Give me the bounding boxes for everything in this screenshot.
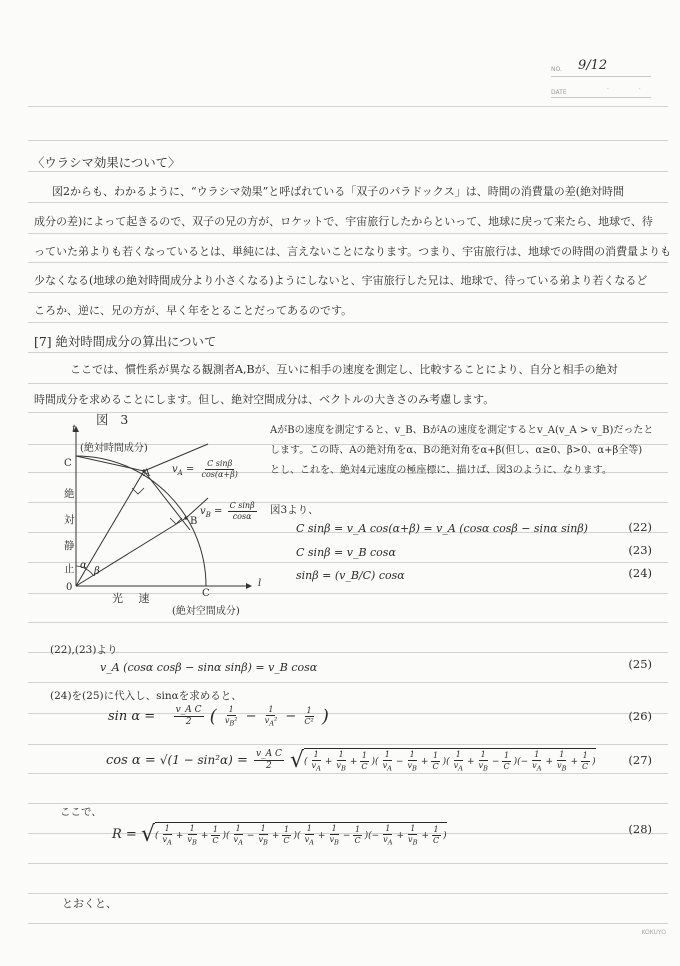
eq26-paren: )	[321, 706, 329, 728]
vertical-label-char: 絶	[64, 488, 75, 500]
va-figure-label: $v_A$ = $\frac{\text{C sinβ}}{\cos(\alpha+\beta)}$	[172, 459, 238, 479]
eq26-term: $\frac{1}{\text{C²}}$	[304, 706, 314, 727]
x-axis-arrow	[246, 583, 252, 589]
point-b-label: B	[190, 516, 198, 527]
origin-label: 0	[66, 582, 73, 593]
side-text-line: とし、これを、絶対4元速度の極座標に、描けば、図3のように、なります。	[270, 465, 612, 476]
x-axis-light-speed: 光 速	[112, 592, 156, 605]
eq27-radicand: ( $\frac{1}{v_A}$ + $\frac{1}{v_B}$ + $\frac{1}{C}$ )( $\frac{1}{v_A}$ − $\frac{1}{v_B}$ + $\frac{1}{C}$ )( $\frac{1}{v_A}$ + $\frac{1}{v_B}$ − $\frac{1}{C}$ )(− $\frac{1}{v_A}$ + $\frac{1}{v_B}$ + $\frac{1}{C}$ )	[304, 750, 596, 773]
eq26-term: $\frac{1}{v_A^2}$	[264, 705, 278, 728]
rule-line	[28, 383, 668, 384]
no-underline	[551, 76, 651, 77]
rule-line	[28, 863, 668, 864]
point-b-dot	[184, 516, 187, 519]
rule-line	[28, 352, 668, 353]
vb-letter: v	[200, 506, 206, 517]
section-heading-urashima: 〈ウラシマ効果について〉	[32, 155, 181, 170]
rule-line	[28, 893, 668, 894]
rule-line	[28, 292, 668, 293]
paragraph-line: 時間成分を求めることにします。但し、絶対空間成分は、ベクトルの大きさのみ考慮します。	[34, 393, 495, 406]
paragraph-line: 成分の差)によって起きるので、双子の兄の方が、ロケットで、宇宙旅行したからといって、地球に戻って来たら、地球で、待	[34, 215, 653, 228]
equation-number-27: (27)	[628, 753, 652, 767]
rule-line	[28, 652, 668, 653]
brand-mark: KOKUYO	[641, 929, 666, 936]
date-underline	[551, 97, 651, 98]
closing-text: とおくと、	[62, 897, 117, 910]
va-letter: v	[172, 464, 178, 475]
rule-line	[28, 171, 668, 172]
eq27-lhs: cos α =	[106, 753, 156, 769]
vertical-label-char: 止	[64, 563, 75, 575]
eq26-coef-den: 2	[185, 717, 192, 728]
alpha-label: α	[80, 560, 87, 571]
sqrt-symbol: √	[289, 748, 305, 774]
eq27-mid: √(1 − sin²α)	[159, 753, 233, 768]
paragraph-line: ころか、逆に、兄の方が、早く年をとることだってあるのです。	[34, 304, 353, 317]
rule-line	[28, 622, 668, 623]
no-label: NO.	[551, 66, 562, 73]
ray-b	[76, 518, 186, 586]
equation-number-28: (28)	[628, 822, 652, 836]
rule-line	[28, 202, 668, 203]
rule-line	[28, 106, 668, 107]
vb-fraction	[228, 502, 257, 521]
rule-line	[28, 233, 668, 234]
equation-24	[296, 569, 405, 582]
equation-27: cos α = √(1 − sin²α) = $\frac{\text{v\_A C}}{2}$ √( $\frac{1}{v_A}$ + $\frac{1}{v_B}$ + $\frac{1}{C}$ )( $\frac{1}{v_A}$ − $\frac{1}{v_B}$ + $\frac{1}{C}$ )( $\frac{1}{v_A}$ + $\frac{1}{v_B}$ − $\frac{1}{C}$ )(− $\frac{1}{v_A}$ + $\frac{1}{v_B}$ + $\frac{1}{C}$ )	[106, 748, 596, 774]
vb-denominator: cosα	[232, 512, 252, 521]
substitute-text: (24)を(25)に代入し、sinαを求めると、	[50, 690, 242, 702]
equation-number-26: (26)	[628, 709, 652, 723]
here-text: ここで、	[60, 806, 102, 818]
equation-number-25: (25)	[628, 657, 652, 671]
page-number: 9/12	[578, 58, 608, 73]
equation-number-24: (24)	[628, 566, 652, 580]
eq27-coef	[254, 750, 284, 771]
rule-line	[28, 682, 668, 683]
equation-23: C sinβ = v_B cosα	[296, 546, 396, 559]
eq24-lhs: sinβ =	[296, 569, 332, 582]
eq24-rhs: (v_B/C) cosα	[334, 569, 405, 582]
equation-number-22: (22)	[628, 520, 652, 534]
date-label: DATE	[551, 89, 567, 96]
c-top-label: C	[64, 458, 72, 469]
section-heading-7: [7] 絶対時間成分の算出について	[34, 334, 217, 349]
va-subscript: A	[177, 469, 183, 477]
eq26-coef-num: v_A C	[175, 705, 202, 716]
figure-title: 図 3	[96, 412, 133, 427]
rule-line	[28, 803, 668, 804]
side-text-line: します。この時、Aの絶対角をα、Bの絶対角をα+β(但し、α≥0、β>0、α+β全等)	[270, 445, 643, 456]
paragraph-line: っていた弟よりも若くなっているとは、単純には、言えないことになります。つまり、宇宙旅行は、地球での時間の消費量よりも	[34, 245, 672, 258]
vb-numerator: C sinβ	[229, 501, 255, 510]
rule-line	[28, 923, 668, 924]
rule-line	[28, 140, 668, 141]
chord-c-a	[76, 456, 144, 471]
beta-label: β	[94, 566, 100, 577]
c-right-label: C	[202, 588, 210, 599]
equation-22: C sinβ = v_A cos(α+β) = v_A (cosα cosβ − sinα sinβ)	[296, 522, 588, 535]
date-separators: . .	[607, 84, 655, 91]
eq28-lhs: R =	[112, 827, 137, 843]
eq26-paren: (	[209, 706, 217, 728]
paragraph-line: 少なくなる(地球の絶対時間成分より小さくなる)ようにしないと、宇宙旅行した兄は、地球で、待っている弟より若くなるど	[34, 274, 648, 287]
paragraph-line: ここでは、慣性系が異なる観測者A,Bが、互いに相手の速度を測定し、比較することにより、自分と相手の絶対	[70, 363, 618, 376]
from-22-23: (22),(23)より	[50, 644, 118, 656]
point-a-label: A	[143, 468, 151, 479]
rule-line	[28, 744, 668, 745]
sqrt-symbol: √	[140, 822, 155, 848]
from-figure-3: 図3より、	[270, 504, 319, 516]
y-axis-caption: (絶対時間成分)	[80, 443, 148, 454]
eq26-term: $\frac{1}{v_B^2}$	[224, 705, 238, 728]
beta-arc	[86, 569, 93, 575]
eq26-coef	[174, 706, 204, 727]
eq26-lhs: sin α =	[108, 709, 156, 725]
y-axis-letter: t	[72, 424, 77, 435]
eq27-coef-den: 2	[266, 761, 272, 772]
equation-number-23: (23)	[628, 543, 652, 557]
equation-25: v_A (cosα cosβ − sinα sinβ) = v_B cosα	[100, 661, 318, 674]
vertical-label-char: 対	[64, 514, 75, 526]
rule-line	[28, 322, 668, 323]
equation-28	[112, 822, 447, 847]
va-denominator: cos(α+β)	[201, 470, 238, 479]
equation-26: sin α = $\frac{\text{v\_A C}}{2}$ ( $\frac{1}{v_B^2}$ − $\frac{1}{v_A^2}$ − $\frac{1}{\text{C²}}$ )	[108, 705, 329, 728]
vb-figure-label: $v_B$ = $\frac{\text{C sinβ}}{\cos\alpha}$	[200, 501, 255, 521]
vertical-label-char: 静	[64, 540, 75, 552]
side-text-line: AがBの速度を測定すると、v_B、BがAの速度を測定するとv_A(v_A > v_B)だったと	[270, 425, 654, 436]
tangent-a	[144, 471, 190, 530]
rule-line	[28, 262, 668, 263]
va-fraction	[199, 460, 239, 479]
x-axis-letter: l	[258, 578, 262, 589]
eq28-radicand: ( $\frac{1}{v_A}$ + $\frac{1}{v_B}$ + $\frac{1}{C}$ )( $\frac{1}{v_A}$ − $\frac{1}{v_B}$ + $\frac{1}{C}$ )( $\frac{1}{v_A}$ + $\frac{1}{v_B}$ − $\frac{1}{C}$ )(− $\frac{1}{v_A}$ + $\frac{1}{v_B}$ + $\frac{1}{C}$ )	[155, 824, 447, 847]
rule-line	[28, 773, 668, 774]
eq27-coef-num: v_A C	[256, 749, 282, 760]
x-axis-caption: (絶対空間成分)	[172, 606, 240, 617]
va-numerator: C sinβ	[207, 459, 233, 468]
vb-subscript: B	[205, 511, 211, 519]
paragraph-line: 図2からも、わかるように、“ウラシマ効果”と呼ばれている「双子のパラドックス」は、時間の消費量の差(絶対時間	[52, 185, 624, 198]
